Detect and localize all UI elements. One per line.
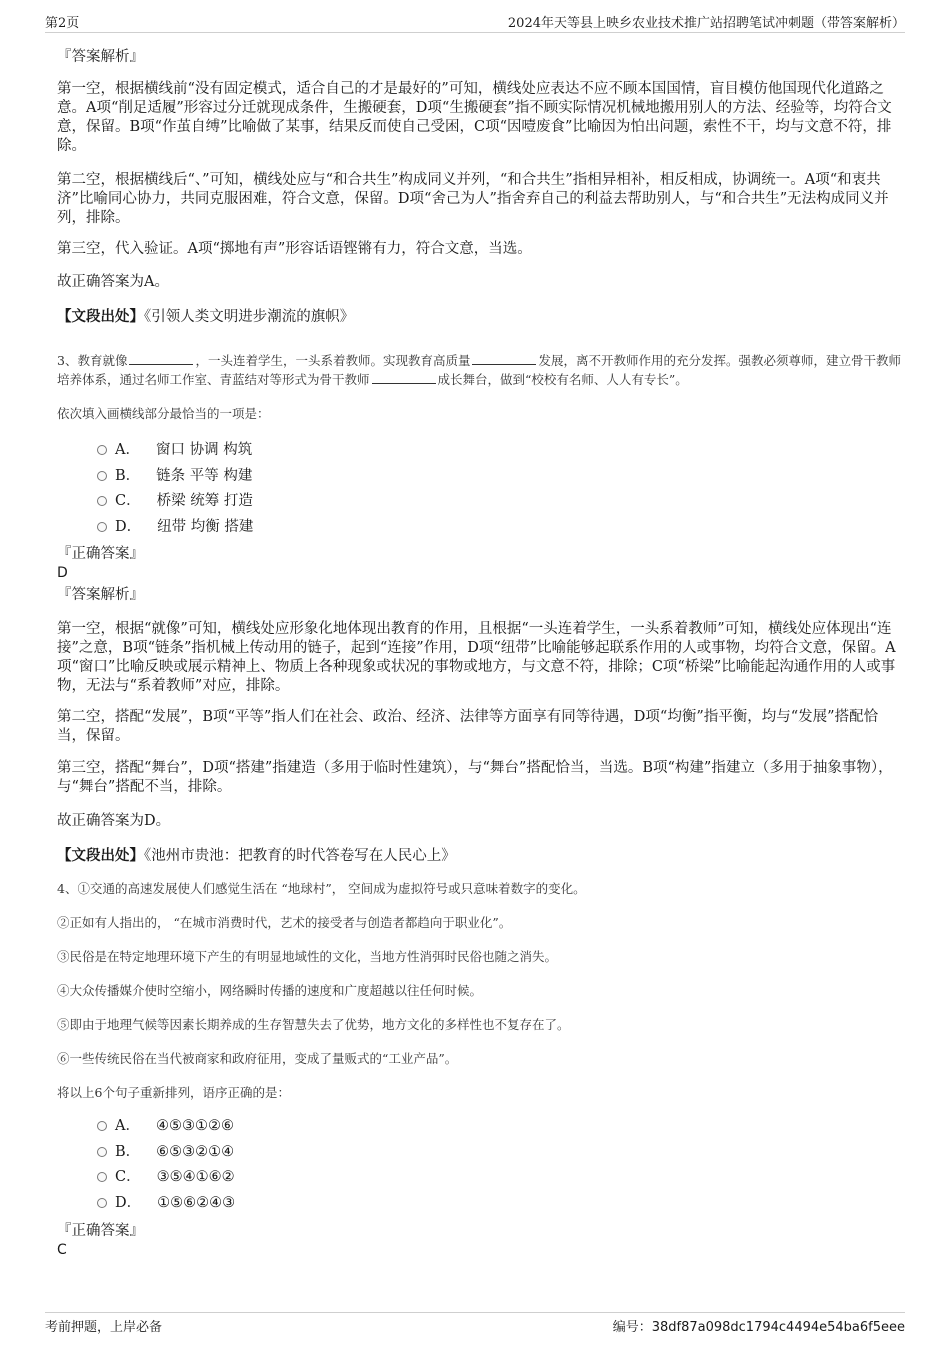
page-footer	[45, 1312, 905, 1338]
q4-answer: C	[57, 1242, 67, 1258]
option-key: C．	[115, 493, 141, 509]
radio-icon[interactable]	[97, 471, 107, 481]
option-key: B．	[115, 1144, 141, 1160]
q4-sentence-5: ⑤即由于地理气候等因素长期养成的生存智慧失去了优势，地方文化的多样性也不复存在了。	[57, 1017, 570, 1032]
option-text: ④⑤③①②⑥	[155, 1118, 234, 1134]
q4-sentence-4: ④大众传播媒介使时空缩小，网络瞬时传播的速度和广度超越以往任何时候。	[57, 983, 483, 998]
q3-source	[57, 846, 897, 866]
q3-stem-part-b: ，一头连着学生，一头系着教师。实现教育高质量	[195, 353, 471, 368]
q3-answer: D	[57, 565, 68, 581]
q4-option-b[interactable]	[97, 1142, 234, 1162]
q2-source-label: 【文段出处】	[57, 308, 144, 325]
q3-stem-part-a: 3、教育就像	[57, 353, 128, 368]
radio-icon[interactable]	[97, 1172, 107, 1182]
radio-icon[interactable]	[97, 496, 107, 506]
q2-conclusion: 故正确答案为A。	[57, 274, 169, 290]
document-code-value: 38df87a098dc1794c4494e54ba6f5eee	[651, 1320, 905, 1335]
q3-blank-1	[129, 352, 193, 365]
page-header	[45, 12, 905, 33]
q3-prompt: 依次填入画横线部分最恰当的一项是：	[57, 406, 270, 421]
option-key: C．	[115, 1169, 141, 1185]
q3-option-b[interactable]	[97, 466, 252, 486]
option-text: 链条 平等 构建	[156, 468, 253, 484]
q3-option-c[interactable]	[97, 491, 253, 511]
radio-icon[interactable]	[97, 522, 107, 532]
q4-option-d[interactable]	[97, 1193, 235, 1213]
q3-blank-3	[372, 371, 436, 384]
radio-icon[interactable]	[97, 1147, 107, 1157]
document-code	[613, 1316, 905, 1335]
option-key: D．	[115, 519, 142, 535]
q3-option-a[interactable]	[97, 440, 252, 460]
option-key: A．	[115, 1118, 140, 1134]
q2-source	[57, 307, 897, 327]
q4-sentence-2: ②正如有人指出的， “在城市消费时代，艺术的接受者与创造者都趋向于职业化”。	[57, 915, 512, 930]
q4-option-c[interactable]	[97, 1167, 235, 1187]
q4-prompt: 将以上6个句子重新排列，语序正确的是：	[57, 1085, 290, 1100]
option-text: ③⑤④①⑥②	[156, 1169, 235, 1185]
q4-sentence-6: ⑥一些传统民俗在当代被商家和政府征用，变成了量贩式的“工业产品”。	[57, 1051, 458, 1066]
q3-stem	[57, 351, 902, 389]
q3-analysis-p1: 第一空，根据“就像”可知，横线处应形象化地体现出教育的作用，且根据“一头连着学生，一头系着教师”可知，横线处应体现出“连接”之意，B项“链条”指机械上传动用的链子，起到“连接”作用，D项“纽带”比喻能够起联系作用的人或事物，均符合文意，保留。A项“窗口”比喻反映或展示精神上、物质上各种现象或状况的事物或地方，与文意不符，排除；C项“桥梁”比喻能起沟通作用的人或事物，无法与“系着教师”对应，排除。	[57, 621, 896, 694]
radio-icon[interactable]	[97, 445, 107, 455]
q3-blank-2	[472, 352, 536, 365]
option-text: 窗口 协调 构筑	[155, 442, 253, 458]
q3-stem-part-d: 成长舞台，做到“校校有名师、人人有专长”。	[437, 372, 688, 387]
option-text: 桥梁 统筹 打造	[156, 493, 253, 509]
q3-source-label: 【文段出处】	[57, 847, 144, 864]
q3-analysis-p3: 第三空，搭配“舞台”，D项“搭建”指建造（多用于临时性建筑），与“舞台”搭配恰当，当选。B项“构建”指建立（多用于抽象事物），与“舞台”搭配不当，排除。	[57, 760, 893, 795]
q4-sentence-1: 4、①交通的高速发展使人们感觉生活在 “地球村”， 空间成为虚拟符号或只意味着数字的变化。	[57, 881, 586, 896]
option-text: 纽带 均衡 搭建	[157, 519, 254, 535]
q3-option-d[interactable]	[97, 517, 253, 537]
option-key: A．	[115, 442, 140, 458]
option-key: D．	[115, 1195, 142, 1211]
q3-analysis-heading: 『答案解析』	[57, 587, 144, 603]
q2-analysis-p2: 第二空，根据横线后“、”可知，横线处应与“和合共生”构成同义并列，“和合共生”指相异相补，相反相成，协调统一。A项“和衷共济”比喻同心协力，共同克服困难，符合文意，保留。D项“舍己为人”指舍弃自己的利益去帮助别人，与“和合共生”无法构成同义并列，排除。	[57, 172, 889, 226]
q3-conclusion: 故正确答案为D。	[57, 813, 171, 829]
q4-sentence-3: ③民俗是在特定地理环境下产生的有明显地域性的文化，当地方性消弭时民俗也随之消失。	[57, 949, 558, 964]
q2-analysis-p1: 第一空，根据横线前“没有固定模式，适合自己的才是最好的”可知，横线处应表达不应不顾本国国情，盲目模仿他国现代化道路之意。A项“削足适履”形容过分迁就现成条件，生搬硬套，D项“生搬硬套”指不顾实际情况机械地搬用别人的方法、经验等，均符合文意，保留。B项“作茧自缚”比喻做了某事，结果反而使自己受困，C项“因噎废食”比喻因为怕出问题，索性不干，均与文意不符，排除。	[57, 81, 892, 154]
page-number: 第2页	[45, 16, 80, 31]
q4-option-a[interactable]	[97, 1116, 234, 1136]
document-title: 2024年天等县上映乡农业技术推广站招聘笔试冲刺题（带答案解析）	[507, 16, 905, 31]
option-text: ⑥⑤③②①④	[156, 1144, 235, 1160]
document-code-label: 编号：	[612, 1320, 652, 1335]
radio-icon[interactable]	[97, 1198, 107, 1208]
option-text: ①⑤⑥②④③	[157, 1195, 236, 1211]
option-key: B．	[115, 468, 141, 484]
q4-answer-heading: 『正确答案』	[57, 1223, 144, 1239]
q3-analysis-p2: 第二空，搭配“发展”，B项“平等”指人们在社会、政治、经济、法律等方面享有同等待遇，D项“均衡”指平衡，均与“发展”搭配恰当，保留。	[57, 709, 879, 744]
q3-stem-part-c: 发展，离不开教师作用的充分发挥。强教必须尊师，建立骨干教师培养体系，通过名师工作室、青蓝结对等形式为骨干教师	[57, 353, 901, 387]
q2-analysis-heading: 『答案解析』	[57, 49, 144, 65]
q3-answer-heading: 『正确答案』	[57, 546, 144, 562]
q3-source-title: 《池州市贵池：把教育的时代答卷写在人民心上》	[144, 848, 456, 864]
radio-icon[interactable]	[97, 1121, 107, 1131]
footer-slogan: 考前押题，上岸必备	[45, 1320, 163, 1335]
q2-source-title: 《引领人类文明进步潮流的旗帜》	[144, 309, 355, 325]
q2-analysis-p3: 第三空，代入验证。A项“掷地有声”形容话语铿锵有力，符合文意，当选。	[57, 241, 532, 257]
